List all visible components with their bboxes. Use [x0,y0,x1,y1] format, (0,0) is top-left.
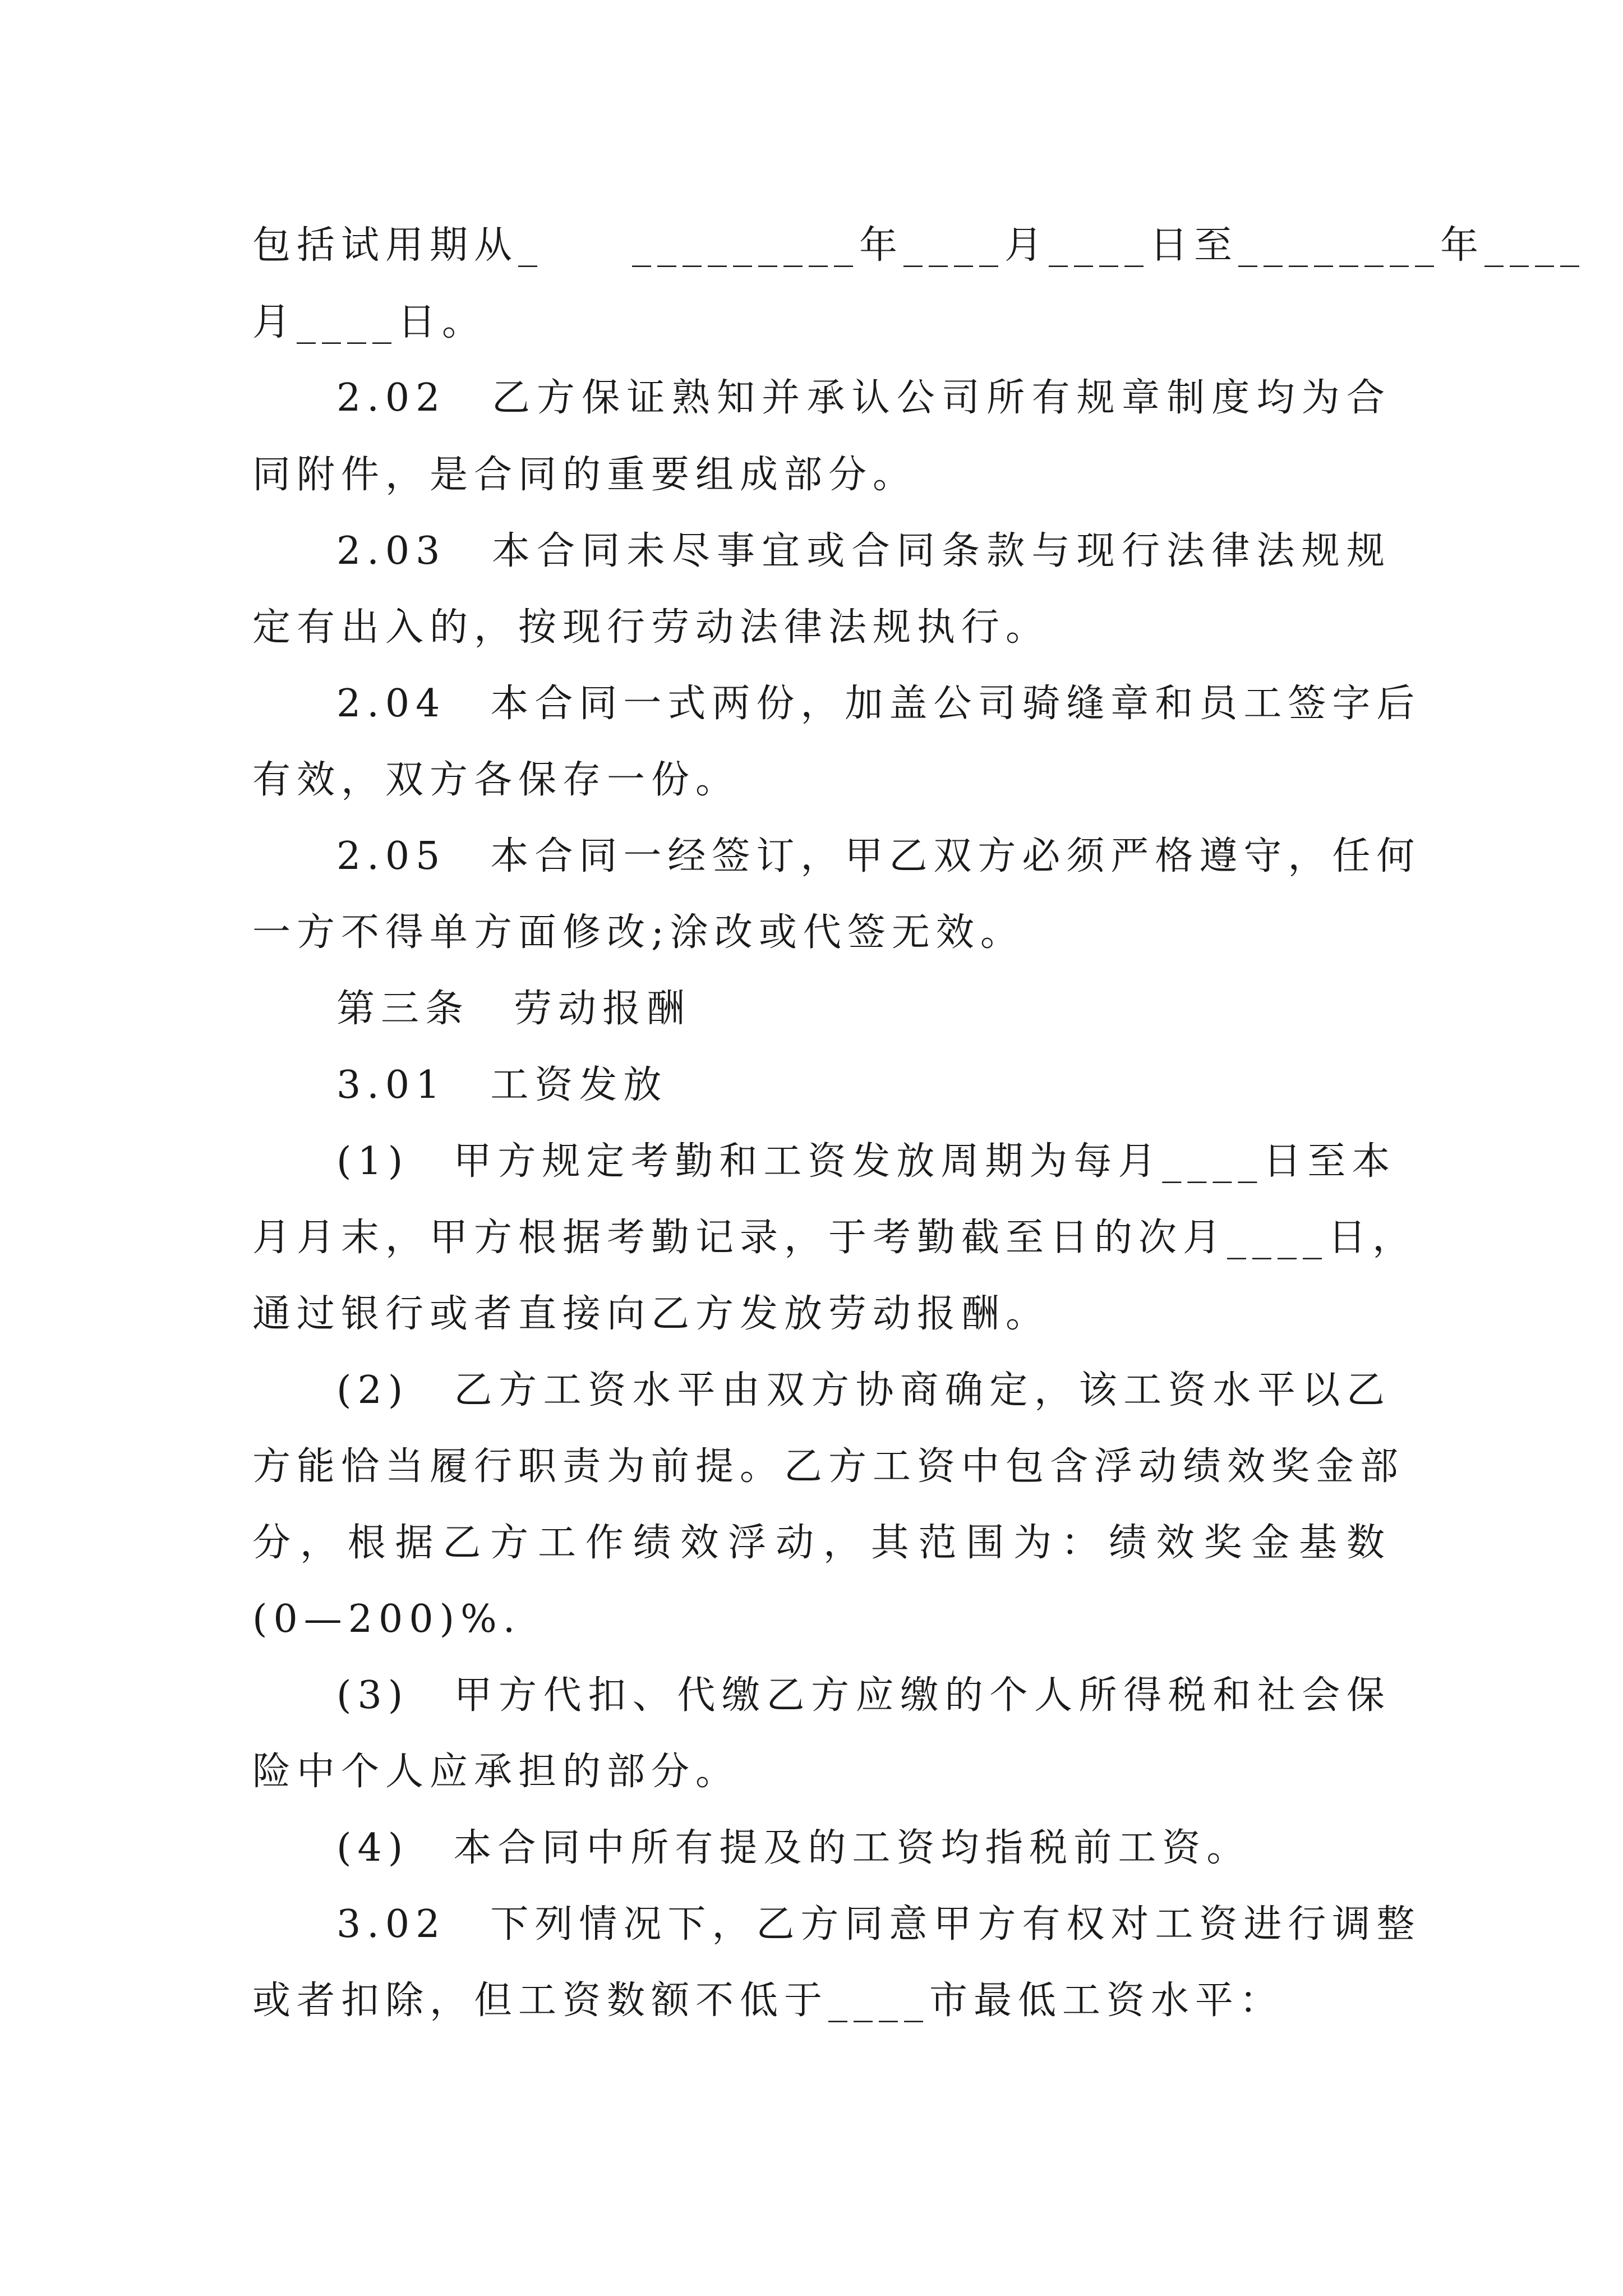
clause-3-02-line-2: 或者扣除，但工资数额不低于____市最低工资水平： [252,1978,1284,2023]
item-1-line-2: 月月末，甲方根据考勤记录，于考勤截至日的次月____日， [252,1216,1417,1260]
clause-2-05-line-1: 2.05 本合同一经签订，甲乙双方必须严格遵守，任何 [336,834,1421,878]
clause-2-04-line-2: 有效，双方各保存一份。 [252,758,740,802]
item-1-line-3: 通过银行或者直接向乙方发放劳动报酬。 [252,1292,1050,1336]
clause-3-01-heading: 3.01 工资发放 [336,1063,668,1107]
clause-2-04-line-1: 2.04 本合同一式两份，加盖公司骑缝章和员工签字后 [336,682,1421,726]
clause-3-02-line-1: 3.02 下列情况下，乙方同意甲方有权对工资进行调整 [336,1902,1421,1947]
clause-2-03-line-2: 定有出入的，按现行劳动法律法规执行。 [252,605,1050,650]
article-3-heading: 第三条 劳动报酬 [336,987,691,1031]
item-2-line-2: 方能恰当履行职责为前提。乙方工资中包含浮动绩效奖金部 [252,1444,1405,1489]
item-2-line-4: (0—200)%. [252,1597,522,1641]
clause-2-02-line-1: 2.02 乙方保证熟知并承认公司所有规章制度均为合 [336,376,1391,420]
item-1-line-1: (1) 甲方规定考勤和工资发放周期为每月____日至本 [336,1139,1396,1184]
clause-2-03-line-1: 2.03 本合同未尽事宜或合同条款与现行法律法规规 [336,529,1391,573]
clause-2-02-line-2: 同附件，是合同的重要组成部分。 [252,453,917,497]
text-line-1: 包括试用期从_ _________年____月____日至________年____ [252,223,1586,268]
item-2-line-1: (2) 乙方工资水平由双方协商确定，该工资水平以乙 [336,1368,1391,1412]
item-3-line-2: 险中个人应承担的部分。 [252,1750,740,1794]
clause-2-05-line-2: 一方不得单方面修改;涂改或代签无效。 [252,910,1025,955]
item-4-line-1: (4) 本合同中所有提及的工资均指税前工资。 [336,1826,1251,1870]
text-line-2: 月____日。 [252,300,487,344]
item-2-line-3: 分，根据乙方工作绩效浮动，其范围为：绩效奖金基数 [252,1521,1391,1565]
item-3-line-1: (3) 甲方代扣、代缴乙方应缴的个人所得税和社会保 [336,1673,1391,1718]
